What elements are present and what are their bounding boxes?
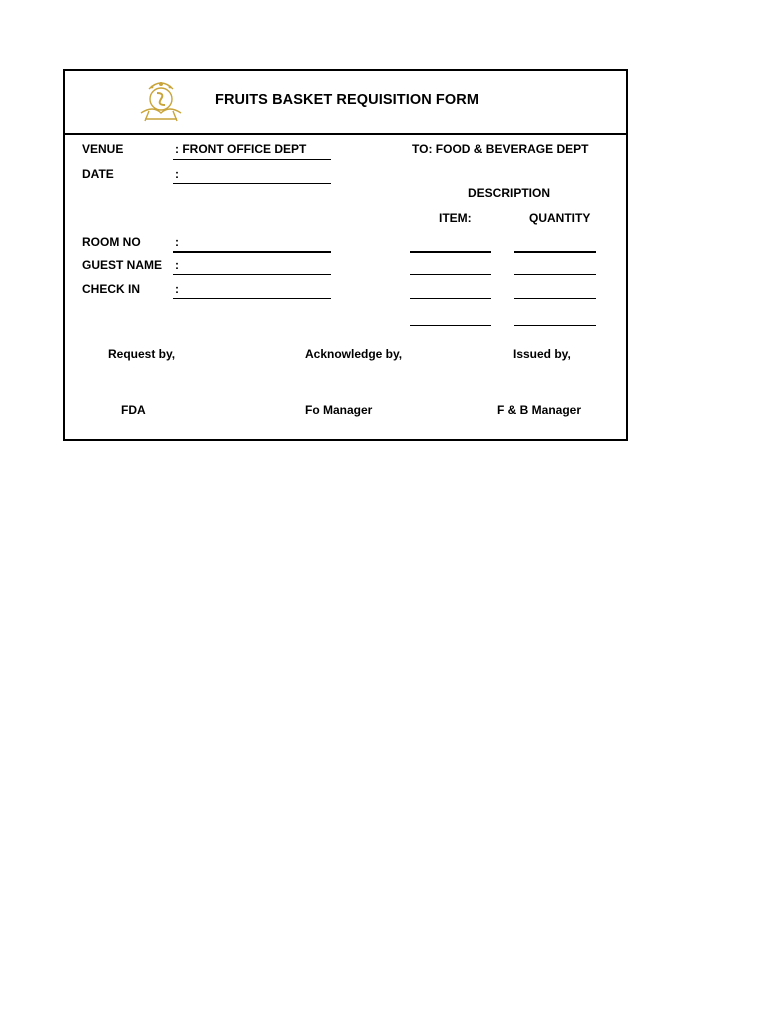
to-department: TO: FOOD & BEVERAGE DEPT <box>412 142 589 156</box>
check-in-label: CHECK IN <box>82 282 141 296</box>
requisition-form <box>63 69 628 441</box>
quantity-column-header: QUANTITY <box>529 211 591 225</box>
request-by-label: Request by, <box>108 347 176 361</box>
item-column-header: ITEM: <box>439 211 472 225</box>
quantity-line-2[interactable] <box>514 274 596 275</box>
guest-name-field-line[interactable] <box>173 274 331 275</box>
form-header <box>65 71 626 135</box>
venue-underline <box>173 159 331 160</box>
issued-by-label: Issued by, <box>513 347 571 361</box>
date-value: : <box>175 167 179 181</box>
guest-name-label: GUEST NAME <box>82 258 163 272</box>
guest-name-value: : <box>175 258 179 272</box>
venue-label: VENUE <box>82 142 124 156</box>
date-field-line[interactable] <box>173 183 331 184</box>
issued-role: F & B Manager <box>497 403 582 417</box>
date-label: DATE <box>82 167 114 181</box>
check-in-field-line[interactable] <box>173 298 331 299</box>
description-heading: DESCRIPTION <box>468 186 551 200</box>
quantity-line-4[interactable] <box>514 325 596 326</box>
quantity-line-3[interactable] <box>514 298 596 299</box>
item-line-1[interactable] <box>410 251 491 253</box>
item-line-4[interactable] <box>410 325 491 326</box>
room-no-value: : <box>175 235 179 249</box>
venue-value: : FRONT OFFICE DEPT <box>175 142 307 156</box>
request-role: FDA <box>121 403 146 417</box>
item-line-2[interactable] <box>410 274 491 275</box>
quantity-line-1[interactable] <box>514 251 596 253</box>
room-no-label: ROOM NO <box>82 235 141 249</box>
item-line-3[interactable] <box>410 298 491 299</box>
form-title: FRUITS BASKET REQUISITION FORM <box>215 92 479 108</box>
acknowledge-by-label: Acknowledge by, <box>305 347 403 361</box>
room-no-field-line[interactable] <box>173 251 331 253</box>
hotel-crest-logo-icon <box>135 75 187 127</box>
check-in-value: : <box>175 282 179 296</box>
acknowledge-role: Fo Manager <box>305 403 373 417</box>
